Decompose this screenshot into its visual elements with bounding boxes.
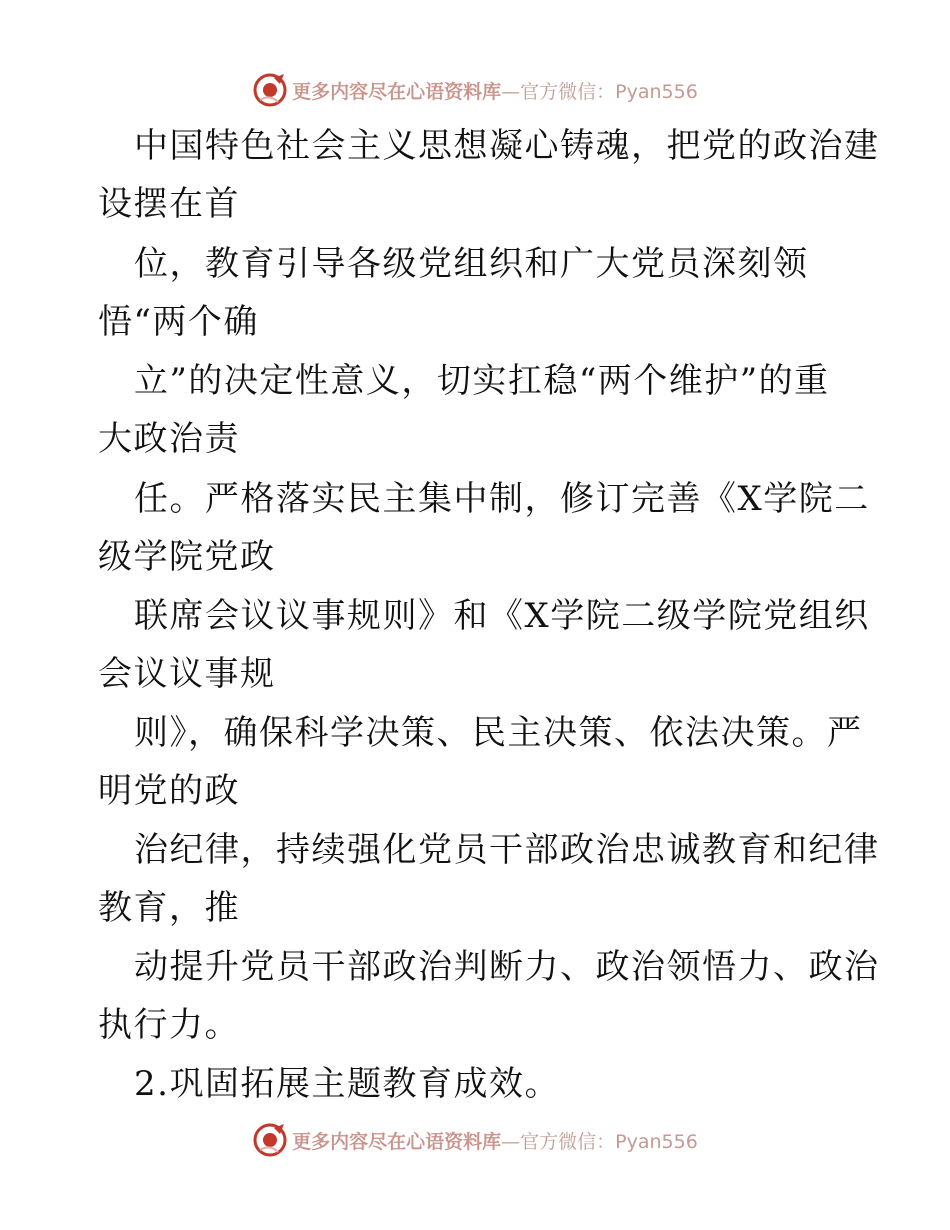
footer-separator: — [501, 1130, 521, 1153]
header-watermark-banner [0, 70, 950, 110]
header-site-text: 更多内容尽在心语资料库 [292, 80, 502, 103]
text-line: 位，教育引导各级党组织和广大党员深刻领 [134, 244, 809, 284]
text-line: 中国特色社会主义思想凝心铸魂，把党的政治建 [134, 126, 880, 166]
header-contact-text: 官方微信：Pyan556 [520, 80, 698, 103]
logo-icon [252, 1122, 288, 1158]
footer-watermark-text [292, 1127, 698, 1154]
text-line: 级学院党政 [98, 537, 276, 577]
text-line: 会议议事规 [98, 654, 276, 694]
text-line: 联席会议议事规则》和《X学院二级学院党组织 [134, 596, 870, 636]
text-line: 明党的政 [98, 771, 240, 811]
text-line: 立”的决定性意义，切实扛稳“两个维护”的重 [134, 361, 830, 401]
text-line: 执行力。 [98, 1005, 240, 1045]
text-line: 则》，确保科学决策、民主决策、依法决策。严 [134, 713, 863, 753]
footer-contact-text: 官方微信：Pyan556 [520, 1130, 698, 1153]
logo-icon [252, 72, 288, 108]
text-line: 悟“两个确 [98, 302, 259, 342]
text-line: 设摆在首 [98, 184, 240, 224]
text-line: 任。严格落实民主集中制，修订完善《X学院二 [134, 479, 870, 519]
text-line: 教育，推 [98, 888, 240, 928]
footer-site-text: 更多内容尽在心语资料库 [292, 1130, 502, 1153]
text-line: 动提升党员干部政治判断力、政治领悟力、政治 [134, 947, 880, 987]
text-line: 2.巩固拓展主题教育成效。 [134, 1064, 560, 1104]
text-line: 治纪律，持续强化党员干部政治忠诚教育和纪律 [134, 830, 880, 870]
text-line: 大政治责 [98, 419, 240, 459]
header-watermark-text [292, 77, 698, 104]
footer-watermark-banner [0, 1120, 950, 1160]
header-separator: — [501, 80, 521, 103]
